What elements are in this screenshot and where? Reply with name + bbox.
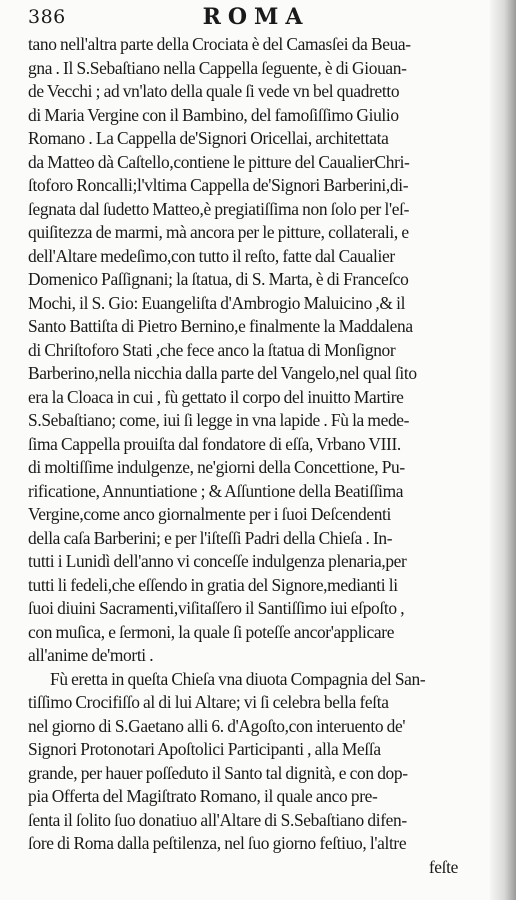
text-line: tiſſimo Crocifiſſo al di lui Altare; vi ſi celebra bella feſta [28,692,389,712]
text-line: Barberino,nella nicchia dalla parte del Vangelo,nel qual ſito [28,363,417,383]
text-line: Santo Battiſta di Pietro Bernino,e finalmente la Maddalena [28,316,413,336]
text-line: ſegnata dal ſudetto Matteo,è pregiatiſſima non ſolo per l'eſ- [28,198,410,219]
text-line: Mochi, il S. Gio: Euangeliſta d'Ambrogio Maluicino ,& il [28,292,406,313]
text-line: dell'Altare medeſimo,con tutto il reſto, fatte dal Caualier [28,245,395,266]
text-line: tano nell'altra parte della Crociata è del Camasſei da Beua- [28,34,411,54]
page-gutter-shadow [490,0,516,900]
page-header [28,2,484,30]
text-line: gna . Il S.Sebaſtiano nella Cappella ſeguente, è di Giouan- [28,57,407,78]
text-line: tutti i Lunidì dell'anno vi conceſſe indulgenza plenaria,per [28,551,407,571]
text-line: di Maria Vergine con il Bambino, del famoſiſſimo Giulio [28,104,399,125]
text-line: nel giorno di S.Gaetano alli 6. d'Agoſto,con interuento de' [28,715,406,736]
text-line: Vergine,come anco giornalmente per i ſuoi Deſcendenti [28,504,391,524]
text-line: della caſa Barberini; e per l'iſteſſi Padri della Chieſa . In- [28,527,393,548]
text-line: rificatione, Annuntiatione ; & Aſſuntione della Beatiſſima [28,480,404,501]
text-line: era la Cloaca in cui , fù gettato il corpo del inuitto Martire [28,386,404,407]
text-line: di moltiſſime indulgenze, ne'giorni della Concettione, Pu- [28,457,405,477]
running-head: ROMA [202,4,310,30]
text-line: Signori Protonotari Apoſtolici Participanti , alla Meſſa [28,739,381,759]
text-line: ſtoforo Roncalli;l'vltima Cappella de'Signori Barberini,di- [28,175,409,195]
catchword: feſte [428,856,458,877]
text-line: ſuoi diuini Sacramenti,viſitaſſero il Santiſſimo iui eſpoſto , [28,598,405,618]
text-line: Domenico Paſſignani; la ſtatua, di S. Marta, è di Franceſco [28,269,409,289]
text-line: ſore di Roma dalla peſtilenza, nel ſuo giorno feſtiuo, l'altre [28,833,407,853]
body-text [28,33,486,879]
text-line: grande, per hauer poſſeduto il Santo tal dignità, e con dop- [28,762,408,783]
text-line: da Matteo dà Caſtello,contiene le pitture del CaualierChri- [28,151,410,172]
text-line: all'anime de'morti . [28,645,154,665]
paragraph-start-line: Fù eretta in queſta Chieſa vna diuota Compagnia del San- [50,668,426,689]
text-line: quiſitezza de marmi, mà ancora per le pitture, collaterali, e [28,222,409,242]
text-line: ſima Cappella prouiſta dal fondatore di eſſa, Vrbano VIII. [28,433,401,454]
text-line: con muſica, e ſermoni, la quale ſi poteſſe ancor'applicare [28,621,395,642]
text-line: pia Offerta del Magiſtrato Romano, il quale anco pre- [28,786,378,806]
text-line: de Vecchi ; ad vn'lato della quale ſi vede vn bel quadretto [28,81,400,101]
text-line: S.Sebaſtiano; come, iui ſi legge in vna lapide . Fù la mede- [28,410,410,430]
text-line: di Chriſtoforo Stati ,che fece anco la ſtatua di Monſignor [28,339,396,360]
text-line: tutti li fedeli,che eſſendo in gratia del Signore,medianti li [28,574,398,595]
page-number: 386 [28,6,66,28]
text-line: ſenta il ſolito ſuo donatiuo all'Altare di S.Sebaſtiano difen- [28,809,407,830]
text-line: Romano . La Cappella de'Signori Oricellai, architettata [28,128,389,148]
